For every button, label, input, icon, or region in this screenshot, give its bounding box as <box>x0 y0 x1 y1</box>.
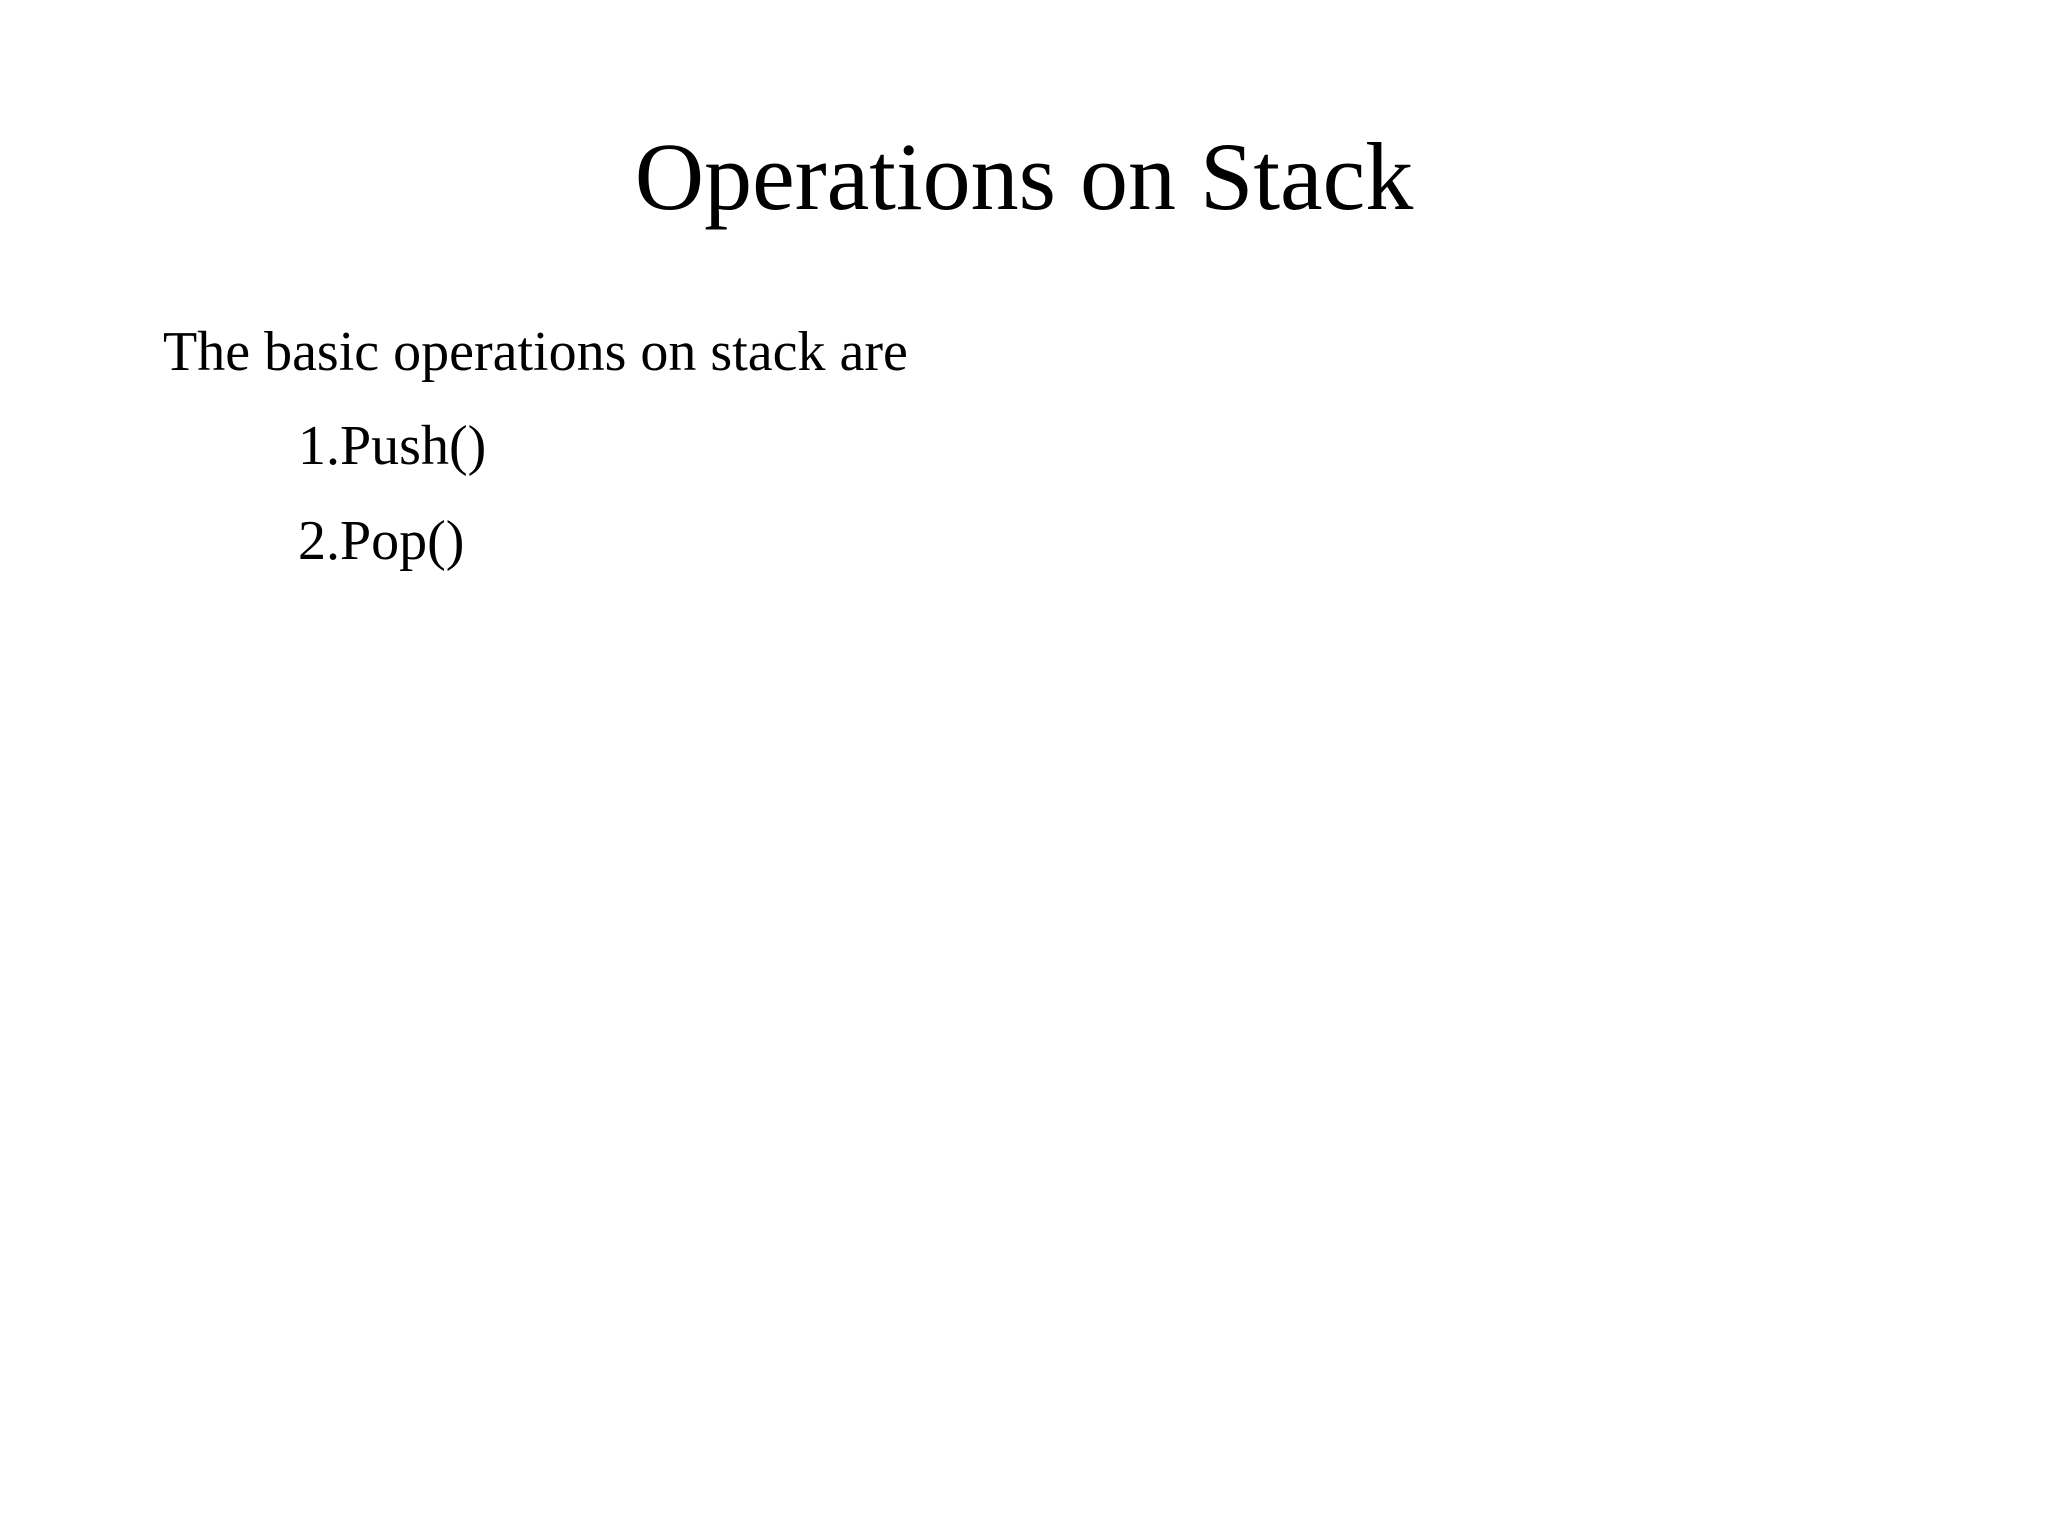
operations-list <box>298 414 486 604</box>
list-item-push: 1.Push() <box>298 415 487 477</box>
list-item-pop: 2.Pop() <box>298 510 465 572</box>
intro-text: The basic operations on stack are <box>163 321 908 383</box>
slide-title: Operations on Stack <box>634 123 1414 230</box>
